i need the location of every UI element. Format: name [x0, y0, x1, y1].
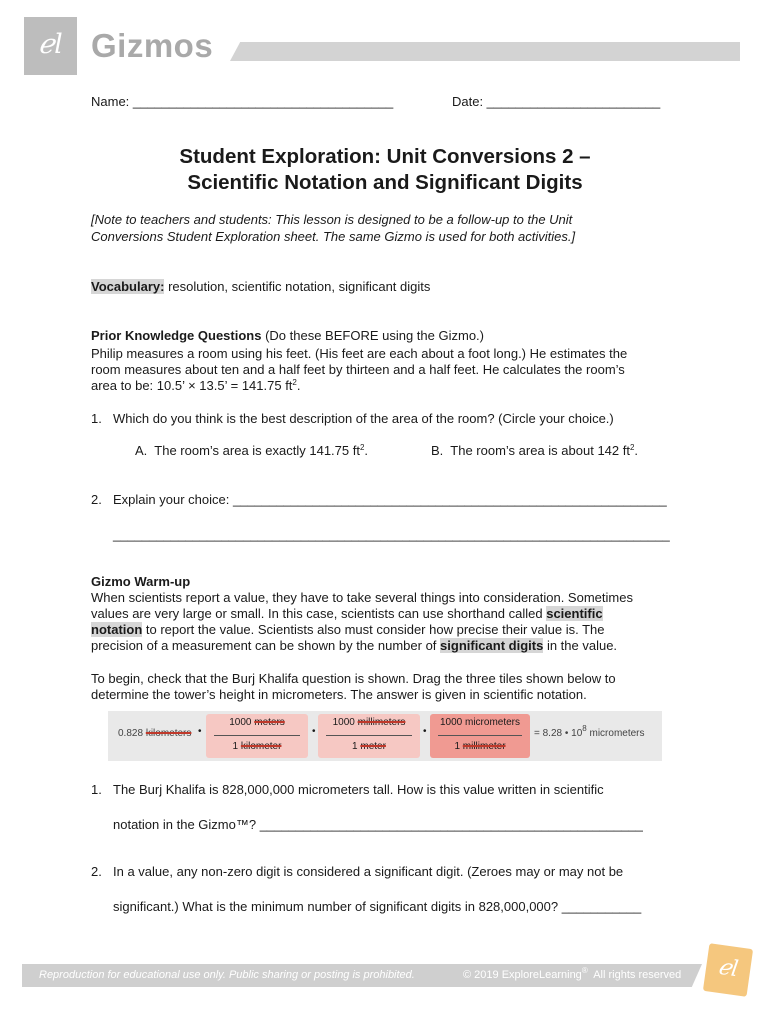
explorelearning-logo: ℯl [24, 17, 77, 75]
prior-question-1-number: 1. [91, 411, 102, 426]
tile-meters-per-kilometer[interactable]: 1000 meters 1 kilometer [206, 714, 308, 758]
choice-a[interactable]: A. The room’s area is exactly 141.75 $ft^2$. [135, 443, 369, 458]
warmup-line-3: notation to report the value. Scientists also must consider how precise their value is. The [91, 622, 605, 637]
question-1-number: 1. [91, 782, 102, 797]
explain-choice-field[interactable]: Explain your choice: ____________________________________________________________ [113, 492, 667, 507]
footer-disclaimer: Reproduction for educational use only. Public sharing or posting is prohibited. [39, 969, 415, 981]
prior-question-2-number: 2. [91, 492, 102, 507]
page-title [0, 144, 770, 196]
choice-b[interactable]: B. The room’s area is about 142 $ft^2$. [431, 443, 639, 458]
prior-heading-note: (Do these BEFORE using the Gizmo.) [261, 328, 484, 343]
question-2-number: 2. [91, 864, 102, 879]
teacher-note-line-1: [Note to teachers and students: This lesson is designed to be a follow-up to the Unit [91, 212, 573, 227]
prior-heading-text: Prior Knowledge Questions [91, 328, 262, 343]
tile-micrometers-per-millimeter[interactable]: 1000 micrometers 1 millimeter [430, 714, 530, 758]
prior-paragraph-2: room measures about ten and a half feet by thirteen and a half feet. He calculates the room’s [91, 362, 625, 377]
start-value: 0.828 kilometers [118, 728, 192, 739]
tile-dot-1: • [198, 726, 202, 737]
warmup-line-6: determine the tower’s height in micrometers. The answer is given in scientific notation. [91, 687, 587, 702]
vocabulary-label: Vocabulary: [91, 279, 165, 294]
tile-dot-2: • [312, 726, 316, 737]
prior-paragraph-3: area to be: 10.5’ × 13.5’ = 141.75 $ft^2$. [91, 378, 301, 393]
warmup-line-1: When scientists report a value, they have to take several things into consideration. Sometimes [91, 590, 633, 605]
footer-logo: ℯl [703, 943, 753, 997]
conversion-tiles-figure [108, 711, 662, 761]
explain-choice-line[interactable]: _____________________________________________________________________________ [113, 527, 670, 542]
question-2-line-1: In a value, any non-zero digit is considered a significant digit. (Zeroes may or may not be [113, 864, 624, 879]
warmup-line-4: precision of a measurement can be shown by the number of significant digits in the value. [91, 638, 618, 653]
tile-dot-3: • [423, 726, 427, 737]
date-field[interactable]: Date: ________________________ [452, 94, 661, 109]
title-line-1: Student Exploration: Unit Conversions 2 – [179, 145, 591, 168]
title-line-2: Scientific Notation and Significant Digits [187, 171, 583, 194]
footer-copyright: © 2019 ExploreLearning® All rights reserved [463, 966, 682, 981]
header-bar [230, 42, 740, 61]
vocabulary-terms: resolution, scientific notation, significant digits [164, 279, 431, 294]
significant-digits-answer-field[interactable]: significant.) What is the minimum number of significant digits in 828,000,000? ___________ [113, 899, 642, 914]
warmup-heading: Gizmo Warm-up [91, 574, 191, 589]
gizmos-brand: Gizmos [91, 27, 214, 64]
warmup-line-5: To begin, check that the Burj Khalifa question is shown. Drag the three tiles shown below to [91, 671, 616, 686]
name-field[interactable]: Name: ____________________________________ [91, 94, 394, 109]
scientific-notation-answer-field[interactable]: notation in the Gizmo™? _____________________________________________________ [113, 817, 643, 832]
warmup-line-2: values are very large or small. In this case, scientists can use shorthand called scientific [91, 606, 603, 621]
tile-millimeters-per-meter[interactable]: 1000 millimeters 1 meter [318, 714, 420, 758]
prior-question-1: Which do you think is the best description of the area of the room? (Circle your choice.) [113, 411, 614, 426]
teacher-note-line-2: Conversions Student Exploration sheet. The same Gizmo is used for both activities.] [91, 229, 576, 244]
prior-paragraph-1: Philip measures a room using his feet. (His feet are each about a foot long.) He estimates the [91, 346, 628, 361]
vocabulary [91, 279, 430, 294]
question-1-line-1: The Burj Khalifa is 828,000,000 micrometers tall. How is this value written in scientific [113, 782, 604, 797]
conversion-result: = 8.28 • $10^8$ micrometers [534, 724, 645, 739]
prior-knowledge-heading [91, 328, 484, 343]
